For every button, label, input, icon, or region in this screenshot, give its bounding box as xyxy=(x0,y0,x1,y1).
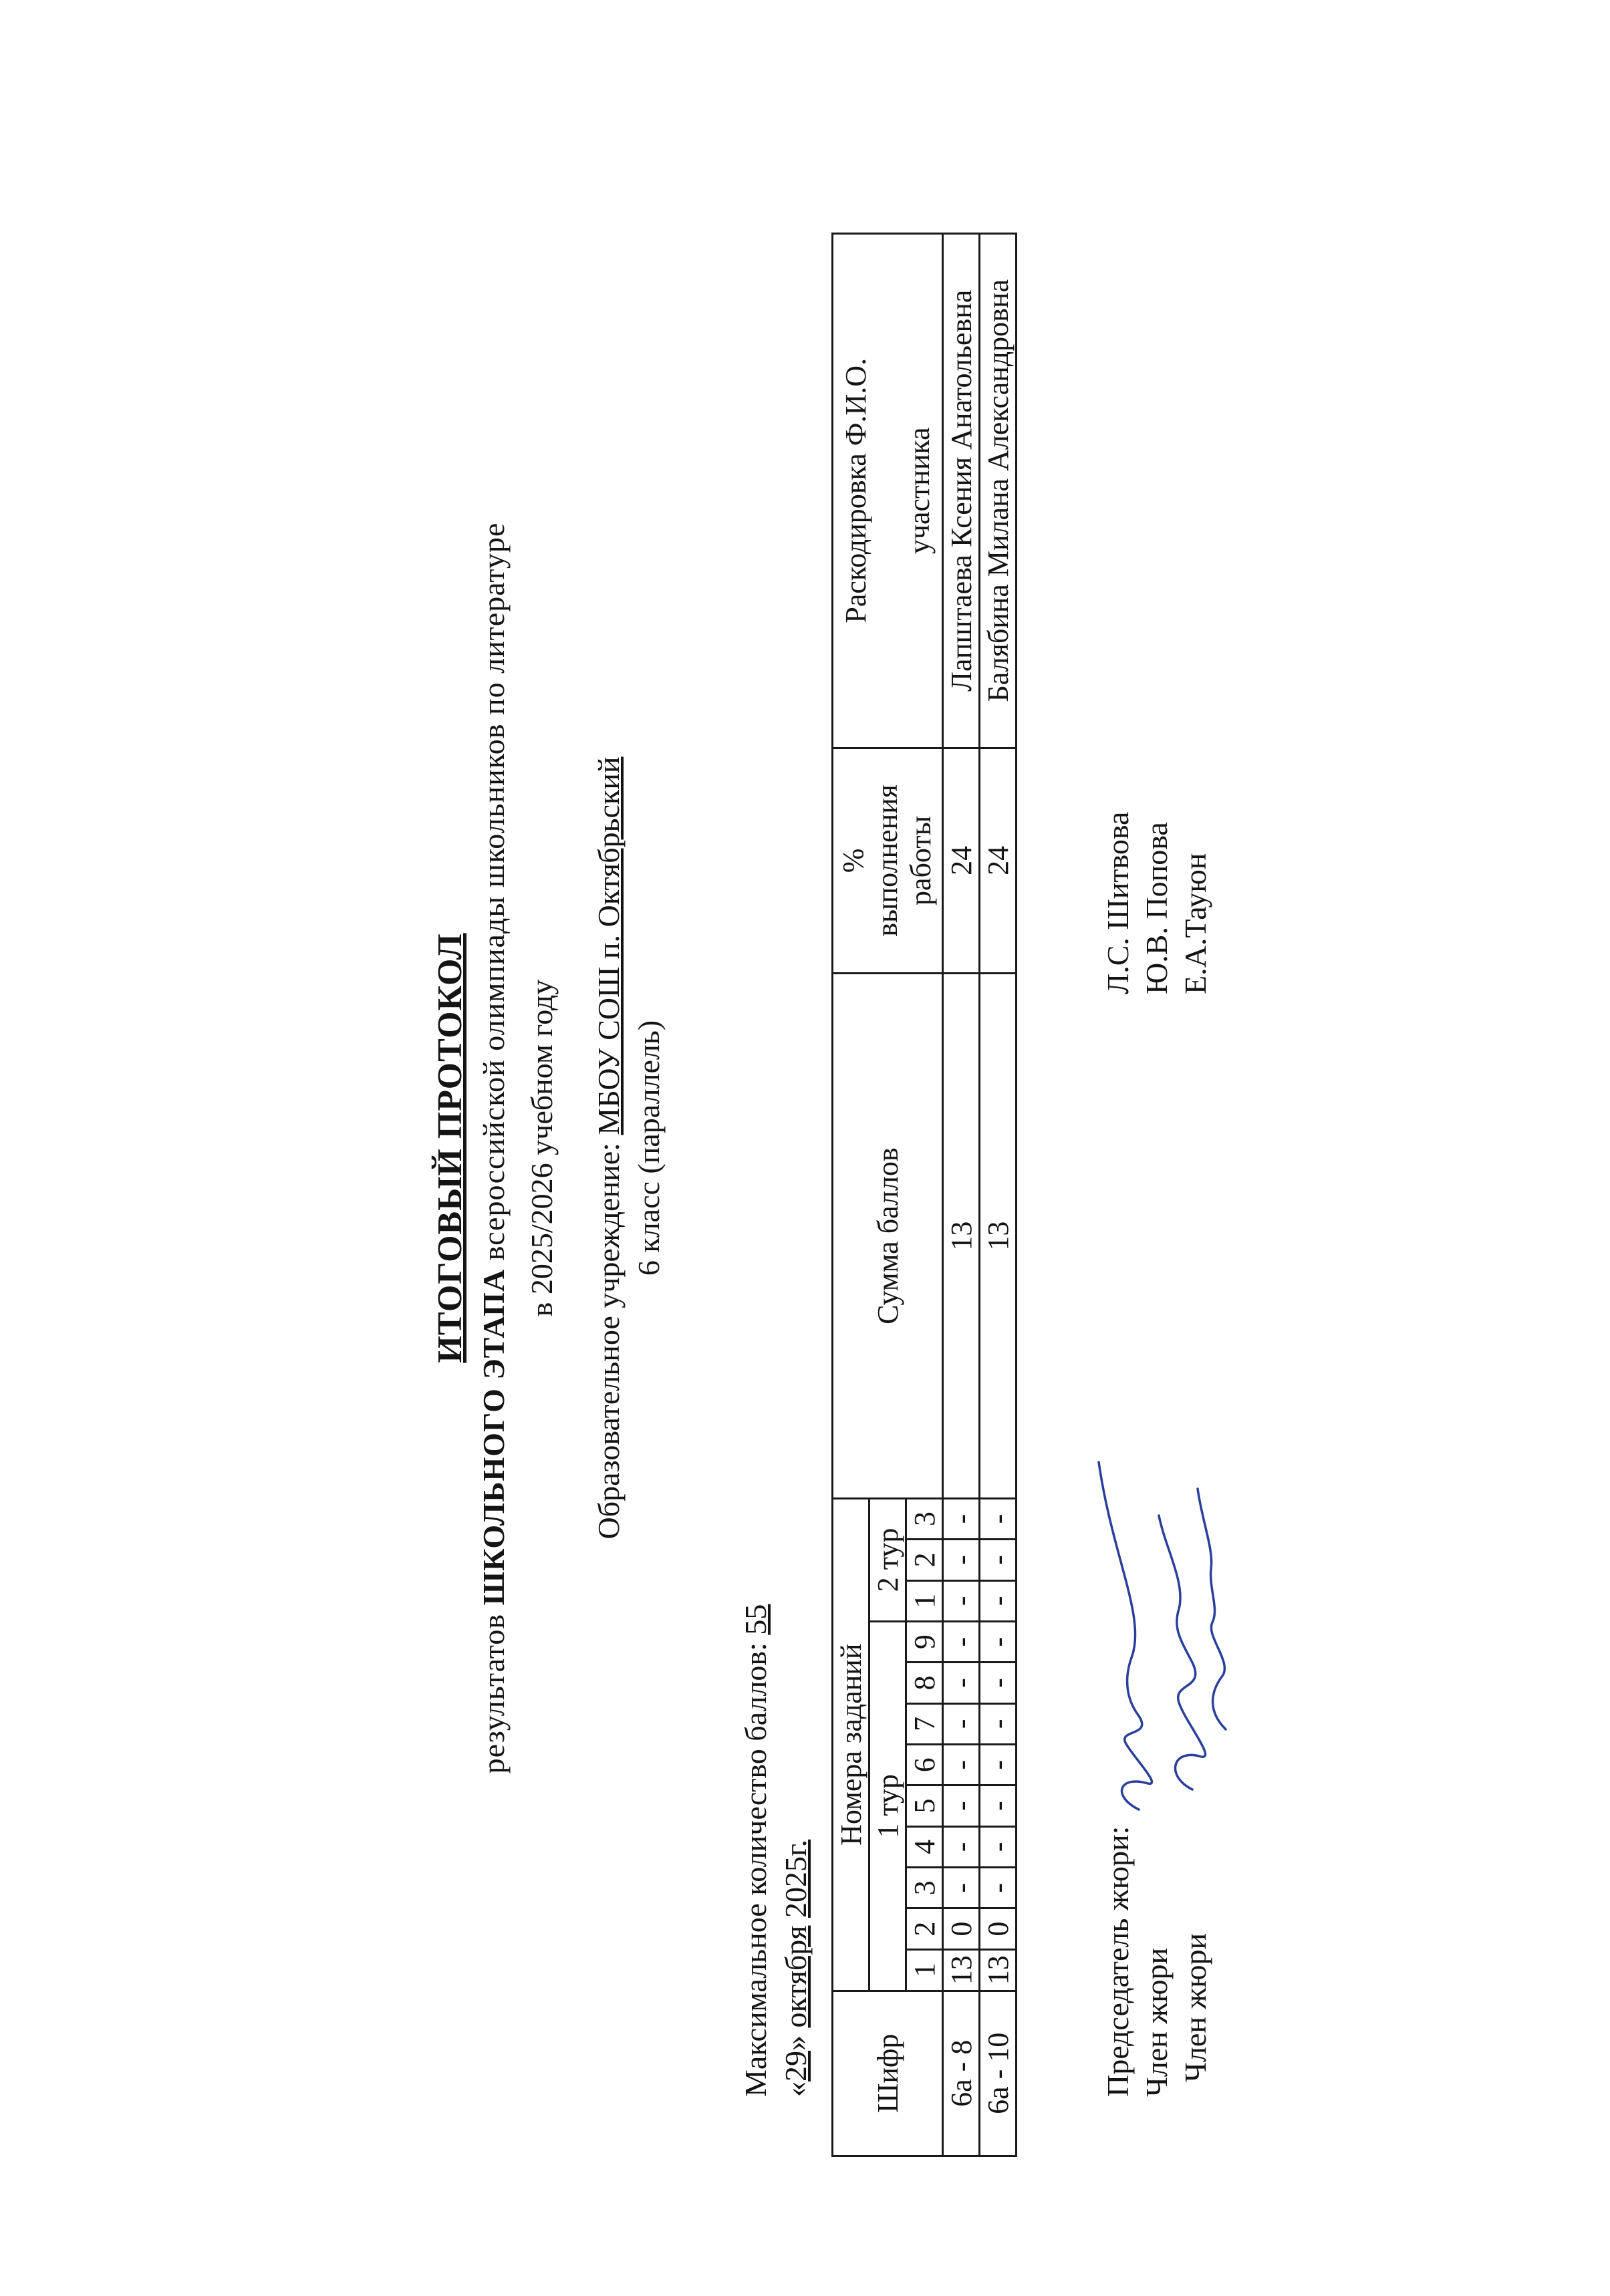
header-percent-3: работы xyxy=(904,815,938,905)
header-percent-2: выполнения xyxy=(870,784,904,937)
score-cell: - xyxy=(980,1703,1017,1744)
score-cell: - xyxy=(980,1868,1017,1908)
date-close: » xyxy=(779,2035,813,2051)
score-cell: - xyxy=(943,1663,980,1703)
score-cell: - xyxy=(943,1745,980,1785)
subtitle-prefix: результатов xyxy=(477,1613,511,1774)
score-cell: - xyxy=(980,1785,1017,1826)
task-number: 2 xyxy=(906,1908,943,1949)
row-code: 6а - 8 xyxy=(943,1991,980,2156)
jury-member-label: Член жюри xyxy=(1178,1932,1212,2082)
row-sum: 13 xyxy=(980,974,1017,1499)
header-name-1: Раскодировка Ф.И.О. xyxy=(839,357,872,623)
jury-chair-label: Председатель жюри: xyxy=(1101,1826,1135,2097)
score-cell: - xyxy=(980,1580,1017,1621)
score-cell: - xyxy=(980,1540,1017,1580)
date-year: 2025г. xyxy=(779,1839,813,1918)
table-row xyxy=(980,234,1017,2156)
score-cell: 13 xyxy=(980,1949,1017,1991)
row-percent: 24 xyxy=(943,748,980,974)
score-cell: 13 xyxy=(943,1949,980,1991)
jury-member-label: Член жюри xyxy=(1139,1947,1174,2097)
table-row xyxy=(943,234,980,2156)
signature-member-2 xyxy=(1198,1489,1226,1729)
header-name-spacer xyxy=(874,237,901,744)
task-number: 3 xyxy=(906,1868,943,1908)
score-cell: - xyxy=(943,1785,980,1826)
date-line xyxy=(778,1840,813,2097)
signature-chair xyxy=(1099,1462,1152,1810)
task-number: 8 xyxy=(906,1663,943,1703)
header-sum: Сумма баллов xyxy=(833,974,943,1499)
signatures xyxy=(1092,1409,1246,1836)
row-percent: 24 xyxy=(980,748,1017,974)
score-cell: 0 xyxy=(943,1908,980,1949)
row-name: Лапштаева Ксения Анатольевна xyxy=(943,234,980,748)
max-score-line xyxy=(738,1604,773,2097)
max-score-label: Максимальное количество баллов: xyxy=(739,1642,773,2097)
score-cell: - xyxy=(980,1663,1017,1703)
page-title: ИТОГОВЫЙ ПРОТОКОЛ xyxy=(431,933,469,1363)
score-cell: - xyxy=(943,1868,980,1908)
date-day: 29 xyxy=(779,2051,813,2082)
institution-value: МБОУ СОШ п. Октябрьский xyxy=(591,756,626,1135)
task-number: 2 xyxy=(906,1540,943,1580)
jury-member1-name: Ю.В. Попова xyxy=(1139,822,1174,994)
row-name: Балябина Милана Александровна xyxy=(980,234,1017,748)
institution-label: Образовательное учреждение: xyxy=(591,1143,626,1540)
jury-names xyxy=(1099,812,1215,994)
results-table xyxy=(831,233,1017,2157)
header-round2: 2 тур xyxy=(869,1498,906,1621)
score-cell: - xyxy=(943,1621,980,1662)
task-number: 5 xyxy=(906,1785,943,1826)
year-line: в 2025/2026 учебном году xyxy=(525,979,559,1317)
subtitle-stage: ШКОЛЬНОГО ЭТАПА xyxy=(477,1268,511,1606)
task-number: 1 xyxy=(906,1580,943,1621)
score-cell: 0 xyxy=(980,1908,1017,1949)
signature-member-1 xyxy=(1159,1516,1205,1789)
score-cell: - xyxy=(943,1826,980,1867)
jury-labels xyxy=(1099,1826,1215,2097)
score-cell: - xyxy=(943,1703,980,1744)
score-cell: - xyxy=(980,1826,1017,1867)
task-number: 7 xyxy=(906,1703,943,1744)
score-cell: - xyxy=(943,1540,980,1580)
date-month: октября xyxy=(779,1925,813,2028)
header-percent-1: % xyxy=(837,848,870,873)
institution-line xyxy=(591,112,626,2184)
subtitle-line xyxy=(476,112,511,2184)
class-line: 6 класс (параллель) xyxy=(632,1020,666,1276)
row-code: 6а - 10 xyxy=(980,1991,1017,2156)
score-cell: - xyxy=(980,1498,1017,1539)
jury-member2-name: Е.А.Тауюн xyxy=(1178,853,1212,994)
score-cell: - xyxy=(943,1580,980,1621)
task-number: 9 xyxy=(906,1621,943,1662)
header-name xyxy=(833,234,943,748)
task-number: 1 xyxy=(906,1949,943,1991)
header-tasks: Номера заданий xyxy=(833,1498,869,1991)
jury-chair-name: Л.С. Шитвова xyxy=(1101,811,1135,994)
date-open: « xyxy=(779,2082,813,2097)
row-sum: 13 xyxy=(943,974,980,1499)
score-cell: - xyxy=(943,1498,980,1539)
score-cell: - xyxy=(980,1745,1017,1785)
task-number: 3 xyxy=(906,1498,943,1539)
header-percent xyxy=(833,748,943,974)
subtitle-suffix: всероссийской олимпиады школьников по литературе xyxy=(477,522,511,1261)
protocol-sheet xyxy=(303,112,1306,2184)
score-cell: - xyxy=(980,1621,1017,1662)
max-score-value: 55 xyxy=(739,1604,773,1635)
task-number: 4 xyxy=(906,1826,943,1867)
task-number: 6 xyxy=(906,1745,943,1785)
header-round1: 1 тур xyxy=(869,1621,906,1991)
header-name-2: участника xyxy=(903,427,936,555)
header-code: Шифр xyxy=(833,1991,943,2156)
